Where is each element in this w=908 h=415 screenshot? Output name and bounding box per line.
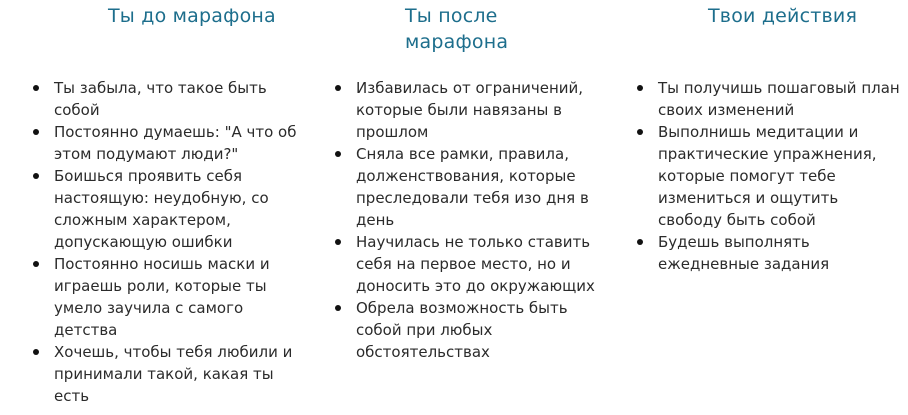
list-item-text: Постоянно думаешь: "А что об этом подумают люди?" (54, 123, 297, 163)
bullet-dot-icon (637, 85, 643, 91)
bullet-dot-icon (335, 151, 341, 157)
bullet-dot-icon (33, 173, 39, 179)
list-item-text: Боишься проявить себя настоящую: неудобную, со сложным характером, допускающую ошибки (54, 167, 269, 251)
bullet-dot-icon (33, 261, 39, 267)
column-after-marathon (330, 0, 600, 361)
list-item (28, 165, 298, 253)
column-title-before: Ты до марафона (108, 5, 276, 27)
list-item-text: Ты забыла, что такое быть собой (54, 79, 267, 119)
column-title-after: Ты после марафона (405, 5, 509, 53)
list-item-text: Избавилась от ограничений, которые были навязаны в прошлом (356, 79, 584, 141)
list-item (28, 253, 298, 341)
list-item (330, 143, 600, 231)
list-item-text: Сняла все рамки, правила, долженствования, которые преследовали тебя изо дня в день (356, 145, 589, 229)
bullet-dot-icon (33, 129, 39, 135)
list-item (632, 77, 902, 121)
before-list (28, 77, 298, 407)
list-item (28, 77, 298, 121)
bullet-dot-icon (335, 305, 341, 311)
list-item-text: Постоянно носишь маски и играешь роли, которые ты умело заучила с самого детства (54, 255, 270, 339)
column-before-marathon (28, 0, 298, 405)
bullet-dot-icon (33, 349, 39, 355)
column-your-actions (632, 0, 902, 273)
list-item (330, 77, 600, 143)
list-item (632, 121, 902, 231)
list-item-text: Научилась не только ставить себя на первое место, но и доносить это до окружающих (356, 233, 595, 295)
list-item-text: Хочешь, чтобы тебя любили и принимали такой, какая ты есть (54, 343, 293, 405)
list-item-text: Выполнишь медитации и практические упражнения, которые помогут тебе измениться и ощутить свободу быть собой (658, 123, 877, 229)
column-title-actions: Твои действия (708, 5, 858, 27)
list-item-text: Обрела возможность быть собой при любых обстоятельствах (356, 299, 568, 361)
list-item (330, 297, 600, 363)
list-item (330, 231, 600, 297)
list-item (28, 341, 298, 407)
bullet-dot-icon (637, 239, 643, 245)
bullet-dot-icon (33, 85, 39, 91)
after-list (330, 77, 600, 363)
bullet-dot-icon (335, 85, 341, 91)
list-item-text: Будешь выполнять ежедневные задания (658, 233, 830, 273)
actions-list (632, 77, 902, 275)
list-item (632, 231, 902, 275)
list-item-text: Ты получишь пошаговый план своих изменений (658, 79, 900, 119)
bullet-dot-icon (637, 129, 643, 135)
bullet-dot-icon (335, 239, 341, 245)
list-item (28, 121, 298, 165)
